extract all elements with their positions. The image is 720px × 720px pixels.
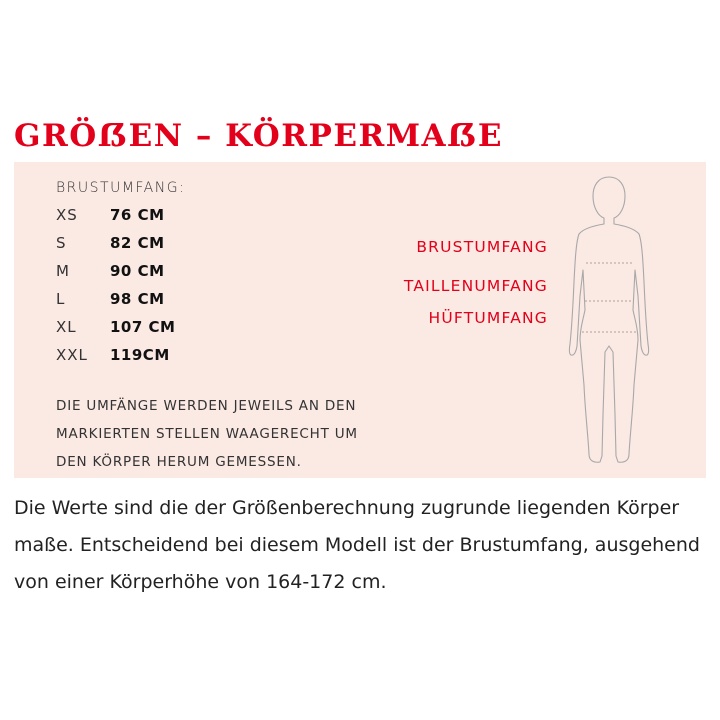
size-value: 119CM bbox=[110, 346, 170, 364]
size-value: 82 CM bbox=[110, 234, 165, 252]
note-line: DIE UMFÄNGE WERDEN JEWEILS AN DEN bbox=[56, 398, 357, 414]
size-name: XXL bbox=[56, 346, 88, 364]
size-name: S bbox=[56, 234, 67, 252]
size-value: 98 CM bbox=[110, 290, 165, 308]
head-outline bbox=[569, 177, 648, 462]
description-line: von einer Körperhöhe von 164-172 cm. bbox=[14, 571, 387, 593]
size-value: 90 CM bbox=[110, 262, 165, 280]
size-chart-panel bbox=[14, 162, 706, 478]
description-line: Die Werte sind die der Größenberechnung zugrunde liegenden Körper bbox=[14, 497, 680, 519]
size-description bbox=[14, 490, 714, 601]
size-value: 107 CM bbox=[110, 318, 176, 336]
size-name: XL bbox=[56, 318, 77, 336]
hip-label: HÜFTUMFANG bbox=[428, 309, 548, 327]
waist-label: TAILLENUMFANG bbox=[403, 277, 548, 295]
note-line: DEN KÖRPER HERUM GEMESSEN. bbox=[56, 454, 302, 470]
bust-label: BRUSTUMFANG bbox=[416, 238, 548, 256]
size-name: L bbox=[56, 290, 66, 308]
body-silhouette-icon bbox=[554, 170, 664, 470]
size-name: M bbox=[56, 262, 70, 280]
page-title: GRÖẞEN – KÖRPERMAẞE bbox=[14, 118, 504, 154]
note-line: MARKIERTEN STELLEN WAAGERECHT UM bbox=[56, 426, 358, 442]
description-line: maße. Entscheidend bei diesem Modell ist der Brustumfang, ausgehend bbox=[14, 534, 700, 556]
size-value: 76 CM bbox=[110, 206, 165, 224]
bust-measure-heading: BRUSTUMFANG: bbox=[56, 180, 186, 196]
size-name: XS bbox=[56, 206, 78, 224]
measurement-note bbox=[56, 392, 386, 476]
